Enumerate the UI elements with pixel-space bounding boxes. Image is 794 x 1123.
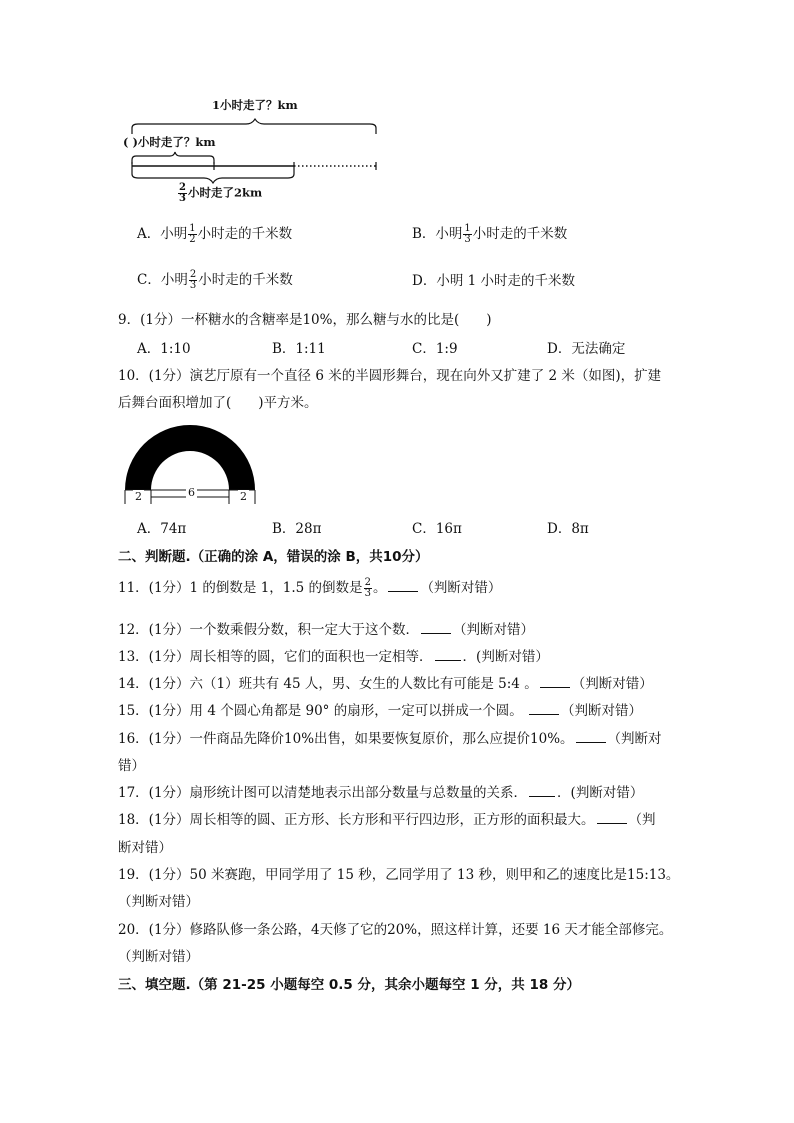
q10-option-d[interactable]: D．8π <box>547 521 589 537</box>
q9-option-c[interactable]: C．1:9 <box>412 341 458 357</box>
bottom-brace <box>132 170 294 183</box>
top-brace <box>132 119 376 134</box>
q8-option-b[interactable]: B．小明 $\frac{1}{3}$ 小时走的千米数 <box>412 223 568 245</box>
answer-blank[interactable] <box>576 730 606 743</box>
fraction: $\frac{2}{3}$ <box>364 577 371 599</box>
q10-text-line1: 10．(1分）演艺厅原有一个直径 6 米的半圆形舞台，现在向外又扩建了 2 米（如图)，扩建 <box>118 368 662 384</box>
q10-option-a[interactable]: A．74π <box>137 521 187 537</box>
q9-option-b[interactable]: B．1:11 <box>272 341 326 357</box>
q13: 13．(1分）周长相等的圆，它们的面积也一定相等． ．(判断对错） <box>118 649 549 665</box>
answer-blank[interactable] <box>421 621 451 634</box>
q16-line1: 16．(1分）一件商品先降价10%出售，如果要恢复原价，那么应提价10%。 （判断对 <box>118 731 662 747</box>
section2-heading: 二、判断题.（正确的涂 A，错误的涂 B，共10分） <box>118 549 429 565</box>
fraction: $\frac{2}{3}$ <box>189 269 197 291</box>
q9-option-a[interactable]: A．1:10 <box>137 341 191 357</box>
q10-option-b[interactable]: B．28π <box>272 521 322 537</box>
q12: 12．(1分）一个数乘假分数，积一定大于这个数． （判断对错） <box>118 622 535 638</box>
diagram-bottom-label: $\frac{2}{3}$ 小时走了2km <box>179 182 263 204</box>
answer-blank[interactable] <box>435 648 461 661</box>
diagram-top-label: 1小时走了？km <box>212 98 298 112</box>
expanded-ring <box>125 425 255 490</box>
diagram-fraction: $\frac{2}{3}$ <box>179 182 186 204</box>
q8-option-d[interactable]: D．小明 1 小时走的千米数 <box>412 273 575 289</box>
fraction: $\frac{1}{3}$ <box>464 223 471 245</box>
stage-label-mid: 6 <box>188 486 195 499</box>
diagram-mid-label: ( )小时走了？km <box>123 135 216 149</box>
answer-blank[interactable] <box>529 784 555 797</box>
q15: 15．(1分）用 4 个圆心角都是 90° 的扇形，一定可以拼成一个圆。 （判断对错） <box>118 703 643 719</box>
q18-line1: 18．(1分）周长相等的圆、正方形、长方形和平行四边形，正方形的面积最大。 （判 <box>118 812 656 828</box>
q8-option-a[interactable]: A．小明 $\frac{1}{2}$ 小时走的千米数 <box>137 223 293 245</box>
answer-blank[interactable] <box>540 675 570 688</box>
q17: 17．(1分）扇形统计图可以清楚地表示出部分数量与总数量的关系． ．(判断对错） <box>118 785 644 801</box>
fraction: $\frac{1}{2}$ <box>189 223 196 245</box>
q8-option-c[interactable]: C．小明 $\frac{2}{3}$ 小时走的千米数 <box>137 269 293 291</box>
q20-line1: 20．(1分）修路队修一条公路，4天修了它的20%，照这样计算，还要 16 天才能全部修完。 <box>118 922 673 938</box>
answer-blank[interactable] <box>529 702 559 715</box>
stage-label-left: 2 <box>135 490 142 503</box>
q9-text: 9．(1分）一杯糖水的含糖率是10%，那么糖与水的比是( ) <box>118 312 492 328</box>
q10-option-c[interactable]: C．16π <box>412 521 462 537</box>
q19-line2: （判断对错） <box>118 894 199 910</box>
q20-line2: （判断对错） <box>118 949 199 965</box>
q10-text-line2: 后舞台面积增加了( )平方米。 <box>118 395 318 411</box>
stage-label-right: 2 <box>240 490 247 503</box>
q16-line2: 错） <box>118 758 145 774</box>
answer-blank[interactable] <box>388 579 418 592</box>
answer-blank[interactable] <box>597 811 627 824</box>
q9-option-d[interactable]: D．无法确定 <box>547 341 626 357</box>
section3-heading: 三、填空题.（第 21-25 小题每空 0.5 分，其余小题每空 1 分，共 18 分） <box>118 977 580 993</box>
q11: 11．(1分）1 的倒数是 1，1.5 的倒数是 $\frac{2}{3}$ 。 （判断对错） <box>118 577 502 599</box>
q14: 14．(1分）六（1）班共有 45 人，男、女生的人数比有可能是 5:4 。 （判断对错） <box>118 676 653 692</box>
q18-line2: 断对错） <box>118 840 172 856</box>
q19-line1: 19．(1分）50 米赛跑，甲同学用了 15 秒，乙同学用了 13 秒，则甲和乙的速度比是15:13。 <box>118 867 680 883</box>
mid-brace <box>132 152 214 164</box>
